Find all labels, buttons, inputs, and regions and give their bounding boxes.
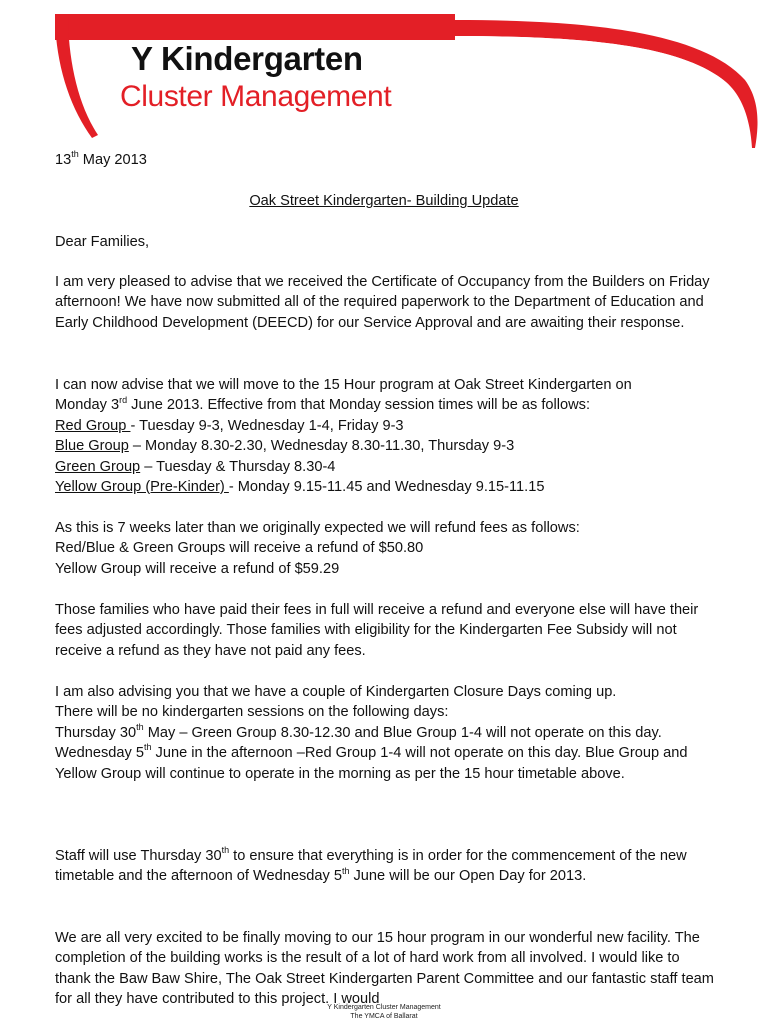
paragraph-schedule bbox=[55, 375, 715, 497]
group-blue bbox=[55, 436, 715, 456]
footer-org: Y Kindergarten Cluster Management bbox=[327, 1004, 441, 1011]
letter-date bbox=[55, 150, 715, 170]
group-name: Yellow Group (Pre-Kinder) bbox=[55, 479, 229, 496]
date-day: 13 bbox=[55, 152, 72, 168]
date-rest: May 2013 bbox=[78, 152, 147, 168]
paragraph-certificate: I am very pleased to advise that we received the Certificate of Occupancy from the Builders on Friday afternoon! We have now submitted all of the required paperwork to the Department of Education and Early Childhood Development (DEECD) for our Service Approval and are awaiting their response. bbox=[55, 274, 710, 331]
group-red bbox=[55, 416, 715, 436]
closure-wednesday: Wednesday 5th June in the afternoon –Red Group 1-4 will not operate on this day. Blue Group and Yellow Group will continue to operate in the morning as per the 15 hour timetable above. bbox=[55, 742, 688, 782]
paragraph-open-day: Staff will use Thursday 30th to ensure that everything is in order for the commencement of the new timetable and the afternoon of Wednesday 5th June will be our Open Day for 2013. bbox=[55, 845, 687, 885]
group-times: – Monday 8.30-2.30, Wednesday 8.30-11.30, Thursday 9-3 bbox=[128, 438, 515, 455]
schedule-effective: Monday 3rd June 2013. Effective from that Monday session times will be as follows: bbox=[55, 394, 591, 414]
salutation: Dear Families, bbox=[55, 234, 150, 250]
page-footer bbox=[0, 1004, 768, 1021]
refund-red-blue-green: Red/Blue & Green Groups will receive a refund of $50.80 bbox=[55, 540, 424, 557]
brand-title: Y Kindergarten bbox=[131, 40, 363, 77]
date-suffix: th bbox=[71, 149, 79, 160]
group-times: - Monday 9.15-11.45 and Wednesday 9.15-11.15 bbox=[228, 479, 545, 496]
heading-text: Oak Street Kindergarten- Building Update bbox=[249, 193, 519, 209]
group-green bbox=[55, 457, 715, 477]
closure-intro-2: There will be no kindergarten sessions on the following days: bbox=[55, 704, 449, 721]
footer-parent-org: The YMCA of Ballarat bbox=[350, 1012, 418, 1020]
paragraph-refunds bbox=[55, 518, 715, 579]
group-name: Green Group bbox=[55, 458, 141, 475]
closure-thursday: Thursday 30th May – Green Group 8.30-12.30 and Blue Group 1-4 will not operate on this day. bbox=[55, 721, 662, 741]
paragraph-closures bbox=[55, 682, 715, 784]
brand-subtitle: Cluster Management bbox=[120, 80, 392, 113]
closure-intro: I am also advising you that we have a couple of Kindergarten Closure Days coming up. bbox=[55, 684, 617, 700]
schedule-intro: I can now advise that we will move to the 15 Hour program at Oak Street Kindergarten on bbox=[55, 377, 632, 393]
paragraph-thanks: We are all very excited to be finally moving to our 15 hour program in our wonderful new facility. The completion of the building works is the result of a lot of hard work from all involved. I would like to thank the Baw Baw Shire, The Oak Street Kindergarten Parent Committee and our fantastic staff team for all they have contributed to this project. I would bbox=[55, 930, 714, 1008]
group-times: - Tuesday 9-3, Wednesday 1-4, Friday 9-3 bbox=[130, 417, 404, 434]
letter-heading bbox=[0, 191, 768, 211]
group-name: Red Group bbox=[55, 417, 131, 434]
letterhead bbox=[0, 0, 768, 160]
group-yellow bbox=[55, 477, 715, 497]
refund-yellow: Yellow Group will receive a refund of $59.29 bbox=[55, 560, 340, 577]
group-times: – Tuesday & Thursday 8.30-4 bbox=[140, 458, 336, 475]
group-name: Blue Group bbox=[55, 438, 129, 455]
refund-intro: As this is 7 weeks later than we originally expected we will refund fees as follows: bbox=[55, 520, 580, 536]
paragraph-fees: Those families who have paid their fees in full will receive a refund and everyone else will have their fees adjusted accordingly. Those families with eligibility for the Kindergarten Fee Subsidy will not receive a refund as they have not paid any fees. bbox=[55, 602, 699, 659]
